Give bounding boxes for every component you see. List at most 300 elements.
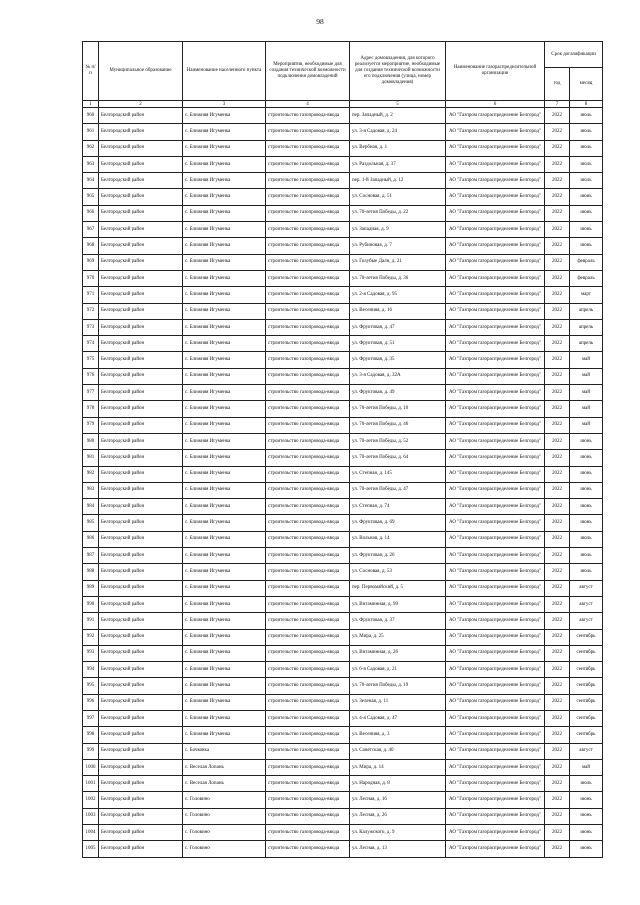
work-cell: строительство газопровода-ввода — [266, 710, 350, 726]
settlement-cell: с. Ближняя Игуменка — [183, 189, 266, 205]
year-cell: 2022 — [545, 254, 570, 270]
row-number: 994 — [83, 662, 99, 678]
month-cell: июль — [570, 531, 603, 547]
municipality-cell: Белгородский район — [99, 645, 183, 661]
work-cell: строительство газопровода-ввода — [266, 662, 350, 678]
settlement-cell: с. Ближняя Игуменка — [183, 124, 266, 140]
month-cell: май — [570, 417, 603, 433]
row-number: 996 — [83, 694, 99, 710]
organization-cell: АО "Газпром газораспределение Белгород" — [446, 173, 545, 189]
settlement-cell: с. Ближняя Игуменка — [183, 548, 266, 564]
month-cell: август — [570, 580, 603, 596]
organization-cell: АО "Газпром газораспределение Белгород" — [446, 222, 545, 238]
organization-cell: АО "Газпром газораспределение Белгород" — [446, 792, 545, 808]
table-row — [83, 156, 603, 172]
month-cell: июнь — [570, 515, 603, 531]
address-cell: ул. Фруктовая, д. 51 — [350, 336, 446, 352]
work-cell: строительство газопровода-ввода — [266, 841, 350, 857]
municipality-cell: Белгородский район — [99, 482, 183, 498]
work-cell: строительство газопровода-ввода — [266, 368, 350, 384]
organization-cell: АО "Газпром газораспределение Белгород" — [446, 433, 545, 449]
year-cell: 2022 — [545, 613, 570, 629]
month-cell: июль — [570, 108, 603, 124]
table-row — [83, 662, 603, 678]
work-cell: строительство газопровода-ввода — [266, 629, 350, 645]
year-cell: 2022 — [545, 156, 570, 172]
column-number: 7 — [545, 101, 570, 108]
column-number: 5 — [350, 101, 446, 108]
organization-cell: АО "Газпром газораспределение Белгород" — [446, 254, 545, 270]
address-cell: ул. 3-я Садовая, д. 32А — [350, 368, 446, 384]
settlement-cell: с. Ближняя Игуменка — [183, 515, 266, 531]
table-row — [83, 401, 603, 417]
municipality-cell: Белгородский район — [99, 368, 183, 384]
table-row — [83, 319, 603, 335]
organization-cell: АО "Газпром газораспределение Белгород" — [446, 401, 545, 417]
row-number: 982 — [83, 466, 99, 482]
year-cell: 2022 — [545, 222, 570, 238]
address-cell: ул. 70-летия Победы, д. 52 — [350, 433, 446, 449]
row-number: 964 — [83, 173, 99, 189]
row-number: 975 — [83, 352, 99, 368]
month-cell: май — [570, 385, 603, 401]
year-cell: 2022 — [545, 841, 570, 857]
municipality-cell: Белгородский район — [99, 694, 183, 710]
organization-cell: АО "Газпром газораспределение Белгород" — [446, 189, 545, 205]
month-cell: июль — [570, 140, 603, 156]
organization-cell: АО "Газпром газораспределение Белгород" — [446, 352, 545, 368]
address-cell: ул. Степная, д. 74 — [350, 499, 446, 515]
work-cell: строительство газопровода-ввода — [266, 336, 350, 352]
table-row — [83, 466, 603, 482]
work-cell: строительство газопровода-ввода — [266, 417, 350, 433]
organization-cell: АО "Газпром газораспределение Белгород" — [446, 385, 545, 401]
settlement-cell: с. Ближняя Игуменка — [183, 645, 266, 661]
row-number: 966 — [83, 205, 99, 221]
month-cell: февраль — [570, 254, 603, 270]
month-cell: май — [570, 759, 603, 775]
municipality-cell: Белгородский район — [99, 238, 183, 254]
organization-cell: АО "Газпром газораспределение Белгород" — [446, 531, 545, 547]
address-cell: ул. Мира, д. 25 — [350, 629, 446, 645]
work-cell: строительство газопровода-ввода — [266, 205, 350, 221]
settlement-cell: с. Ближняя Игуменка — [183, 450, 266, 466]
settlement-cell: с. Ближняя Игуменка — [183, 270, 266, 286]
address-cell: ул. Фруктовая, д. 26 — [350, 548, 446, 564]
settlement-cell: с. Ближняя Игуменка — [183, 156, 266, 172]
year-cell: 2022 — [545, 548, 570, 564]
year-cell: 2022 — [545, 108, 570, 124]
work-cell: строительство газопровода-ввода — [266, 450, 350, 466]
work-cell: строительство газопровода-ввода — [266, 482, 350, 498]
organization-cell: АО "Газпром газораспределение Белгород" — [446, 303, 545, 319]
work-cell: строительство газопровода-ввода — [266, 238, 350, 254]
table-row — [83, 564, 603, 580]
organization-cell: АО "Газпром газораспределение Белгород" — [446, 466, 545, 482]
table-row — [83, 303, 603, 319]
organization-cell: АО "Газпром газораспределение Белгород" — [446, 727, 545, 743]
table-row — [83, 694, 603, 710]
year-cell: 2022 — [545, 124, 570, 140]
settlement-cell: с. Ближняя Игуменка — [183, 140, 266, 156]
table-row — [83, 433, 603, 449]
month-cell: июнь — [570, 450, 603, 466]
year-cell: 2022 — [545, 433, 570, 449]
header-year: год — [545, 68, 570, 101]
header-organization: Наименование газораспределительной организации — [446, 42, 545, 101]
work-cell: строительство газопровода-ввода — [266, 548, 350, 564]
work-cell: строительство газопровода-ввода — [266, 156, 350, 172]
settlement-cell: с. Ближняя Игуменка — [183, 352, 266, 368]
settlement-cell: с. Ближняя Игуменка — [183, 287, 266, 303]
row-number: 1003 — [83, 808, 99, 824]
table-row — [83, 385, 603, 401]
table-row — [83, 189, 603, 205]
settlement-cell: с. Головино — [183, 792, 266, 808]
row-number: 963 — [83, 156, 99, 172]
table-row — [83, 515, 603, 531]
year-cell: 2022 — [545, 205, 570, 221]
address-cell: пер. Первомайский, д. 5 — [350, 580, 446, 596]
municipality-cell: Белгородский район — [99, 287, 183, 303]
table-row — [83, 727, 603, 743]
table-body — [83, 108, 603, 858]
settlement-cell: с. Ближняя Игуменка — [183, 205, 266, 221]
row-number: 962 — [83, 140, 99, 156]
gasification-table — [82, 41, 603, 858]
month-cell: июнь — [570, 189, 603, 205]
work-cell: строительство газопровода-ввода — [266, 385, 350, 401]
address-cell: ул. Советская, д. 40 — [350, 743, 446, 759]
settlement-cell: с. Ближняя Игуменка — [183, 417, 266, 433]
work-cell: строительство газопровода-ввода — [266, 531, 350, 547]
row-number: 970 — [83, 270, 99, 286]
settlement-cell: с. Ближняя Игуменка — [183, 466, 266, 482]
table-row — [83, 613, 603, 629]
municipality-cell: Белгородский район — [99, 352, 183, 368]
year-cell: 2022 — [545, 450, 570, 466]
row-number: 971 — [83, 287, 99, 303]
address-cell: ул. Фруктовая, д. 69 — [350, 515, 446, 531]
row-number: 1000 — [83, 759, 99, 775]
month-cell: сентябрь — [570, 662, 603, 678]
row-number: 979 — [83, 417, 99, 433]
municipality-cell: Белгородский район — [99, 776, 183, 792]
municipality-cell: Белгородский район — [99, 222, 183, 238]
year-cell: 2022 — [545, 482, 570, 498]
address-cell: ул. 3-я Садовая, д. 24 — [350, 124, 446, 140]
address-cell: пер. 1-й Западный, д. 12 — [350, 173, 446, 189]
row-number: 1004 — [83, 825, 99, 841]
settlement-cell: с. Ближняя Игуменка — [183, 254, 266, 270]
month-cell: июль — [570, 564, 603, 580]
row-number: 997 — [83, 710, 99, 726]
work-cell: строительство газопровода-ввода — [266, 694, 350, 710]
column-number: 4 — [266, 101, 350, 108]
table-row — [83, 596, 603, 612]
organization-cell: АО "Газпром газораспределение Белгород" — [446, 417, 545, 433]
settlement-cell: с. Ближняя Игуменка — [183, 401, 266, 417]
municipality-cell: Белгородский район — [99, 743, 183, 759]
settlement-cell: с. Ближняя Игуменка — [183, 580, 266, 596]
settlement-cell: с. Ближняя Игуменка — [183, 319, 266, 335]
municipality-cell: Белгородский район — [99, 450, 183, 466]
table-row — [83, 124, 603, 140]
year-cell: 2022 — [545, 629, 570, 645]
organization-cell: АО "Газпром газораспределение Белгород" — [446, 678, 545, 694]
address-cell: ул. Зеленая, д. 11 — [350, 694, 446, 710]
row-number: 988 — [83, 564, 99, 580]
month-cell: июль — [570, 156, 603, 172]
address-cell: ул. Весенняя, д. 16 — [350, 303, 446, 319]
table-row — [83, 678, 603, 694]
municipality-cell: Белгородский район — [99, 270, 183, 286]
year-cell: 2022 — [545, 466, 570, 482]
municipality-cell: Белгородский район — [99, 173, 183, 189]
work-cell: строительство газопровода-ввода — [266, 189, 350, 205]
organization-cell: АО "Газпром газораспределение Белгород" — [446, 140, 545, 156]
table-row — [83, 580, 603, 596]
organization-cell: АО "Газпром газораспределение Белгород" — [446, 841, 545, 857]
month-cell: июнь — [570, 205, 603, 221]
municipality-cell: Белгородский район — [99, 596, 183, 612]
settlement-cell: с. Ближняя Игуменка — [183, 727, 266, 743]
address-cell: ул. Фруктовая, д. 47 — [350, 319, 446, 335]
work-cell: строительство газопровода-ввода — [266, 222, 350, 238]
organization-cell: АО "Газпром газораспределение Белгород" — [446, 287, 545, 303]
table-row — [83, 645, 603, 661]
year-cell: 2022 — [545, 303, 570, 319]
year-cell: 2022 — [545, 759, 570, 775]
work-cell: строительство газопровода-ввода — [266, 776, 350, 792]
settlement-cell: с. Головино — [183, 808, 266, 824]
table-row — [83, 499, 603, 515]
work-cell: строительство газопровода-ввода — [266, 727, 350, 743]
work-cell: строительство газопровода-ввода — [266, 352, 350, 368]
work-cell: строительство газопровода-ввода — [266, 173, 350, 189]
municipality-cell: Белгородский район — [99, 401, 183, 417]
row-number: 977 — [83, 385, 99, 401]
work-cell: строительство газопровода-ввода — [266, 433, 350, 449]
table-row — [83, 222, 603, 238]
address-cell: ул. Сосновая, д. 51 — [350, 189, 446, 205]
organization-cell: АО "Газпром газораспределение Белгород" — [446, 808, 545, 824]
address-cell: ул. 4-я Садовая, д. 47 — [350, 710, 446, 726]
table-row — [83, 287, 603, 303]
table-row — [83, 548, 603, 564]
municipality-cell: Белгородский район — [99, 189, 183, 205]
organization-cell: АО "Газпром газораспределение Белгород" — [446, 564, 545, 580]
month-cell: сентябрь — [570, 694, 603, 710]
settlement-cell: с. Ближняя Игуменка — [183, 694, 266, 710]
organization-cell: АО "Газпром газораспределение Белгород" — [446, 108, 545, 124]
settlement-cell: с. Ближняя Игуменка — [183, 499, 266, 515]
row-number: 992 — [83, 629, 99, 645]
row-number: 1002 — [83, 792, 99, 808]
organization-cell: АО "Газпром газораспределение Белгород" — [446, 694, 545, 710]
municipality-cell: Белгородский район — [99, 580, 183, 596]
work-cell: строительство газопровода-ввода — [266, 270, 350, 286]
month-cell: июнь — [570, 825, 603, 841]
organization-cell: АО "Газпром газораспределение Белгород" — [446, 596, 545, 612]
year-cell: 2022 — [545, 352, 570, 368]
work-cell: строительство газопровода-ввода — [266, 645, 350, 661]
month-cell: июнь — [570, 238, 603, 254]
table-row — [83, 792, 603, 808]
settlement-cell: с. Ближняя Игуменка — [183, 108, 266, 124]
settlement-cell: с. Ближняя Игуменка — [183, 662, 266, 678]
address-cell: ул. Витаминная, д. 26 — [350, 645, 446, 661]
settlement-cell: с. Веселая Лопань — [183, 759, 266, 775]
municipality-cell: Белгородский район — [99, 678, 183, 694]
header-settlement: Наименование населенного пункта — [183, 42, 266, 101]
table-row — [83, 825, 603, 841]
organization-cell: АО "Газпром газораспределение Белгород" — [446, 482, 545, 498]
municipality-cell: Белгородский район — [99, 531, 183, 547]
table-row — [83, 173, 603, 189]
table-row — [83, 743, 603, 759]
work-cell: строительство газопровода-ввода — [266, 564, 350, 580]
month-cell: август — [570, 613, 603, 629]
column-number: 3 — [183, 101, 266, 108]
settlement-cell: с. Веселая Лопань — [183, 776, 266, 792]
year-cell: 2022 — [545, 368, 570, 384]
year-cell: 2022 — [545, 743, 570, 759]
month-cell: сентябрь — [570, 678, 603, 694]
table-row — [83, 254, 603, 270]
municipality-cell: Белгородский район — [99, 499, 183, 515]
row-number: 1005 — [83, 841, 99, 857]
address-cell: ул. 6-я Садовая, д. 21 — [350, 662, 446, 678]
organization-cell: АО "Газпром газораспределение Белгород" — [446, 336, 545, 352]
address-cell: ул. 70-летия Победы, д. 22 — [350, 205, 446, 221]
table-row — [83, 482, 603, 498]
settlement-cell: с. Ближняя Игуменка — [183, 433, 266, 449]
year-cell: 2022 — [545, 645, 570, 661]
organization-cell: АО "Газпром газораспределение Белгород" — [446, 319, 545, 335]
municipality-cell: Белгородский район — [99, 108, 183, 124]
row-number: 990 — [83, 596, 99, 612]
year-cell: 2022 — [545, 808, 570, 824]
address-cell: ул. 70-летия Победы, д. 19 — [350, 678, 446, 694]
month-cell: сентябрь — [570, 629, 603, 645]
table-row — [83, 808, 603, 824]
header-num: № п/п — [83, 42, 99, 101]
address-cell: ул. 2-я Садовая, д. 95 — [350, 287, 446, 303]
work-cell: строительство газопровода-ввода — [266, 499, 350, 515]
row-number: 974 — [83, 336, 99, 352]
year-cell: 2022 — [545, 776, 570, 792]
header-municipality: Муниципальное образование — [99, 42, 183, 101]
settlement-cell: с. Ближняя Игуменка — [183, 173, 266, 189]
month-cell: август — [570, 596, 603, 612]
row-number: 984 — [83, 499, 99, 515]
settlement-cell: с. Ближняя Игуменка — [183, 368, 266, 384]
address-cell: ул. 70-летия Победы, д. 36 — [350, 270, 446, 286]
work-cell: строительство газопровода-ввода — [266, 743, 350, 759]
year-cell: 2022 — [545, 385, 570, 401]
column-number: 6 — [446, 101, 545, 108]
municipality-cell: Белгородский район — [99, 303, 183, 319]
settlement-cell: с. Головино — [183, 841, 266, 857]
municipality-cell: Белгородский район — [99, 466, 183, 482]
work-cell: строительство газопровода-ввода — [266, 515, 350, 531]
row-number: 965 — [83, 189, 99, 205]
row-number: 972 — [83, 303, 99, 319]
address-cell: ул. Фруктовая, д. 37 — [350, 613, 446, 629]
row-number: 993 — [83, 645, 99, 661]
month-cell: июнь — [570, 499, 603, 515]
table-row — [83, 352, 603, 368]
row-number: 987 — [83, 548, 99, 564]
settlement-cell: с. Головино — [183, 825, 266, 841]
settlement-cell: с. Ближняя Игуменка — [183, 710, 266, 726]
header-deadline: Срок догазификации — [545, 42, 603, 68]
settlement-cell: с. Ближняя Игуменка — [183, 336, 266, 352]
work-cell: строительство газопровода-ввода — [266, 401, 350, 417]
municipality-cell: Белгородский район — [99, 205, 183, 221]
month-cell: август — [570, 743, 603, 759]
settlement-cell: с. Ближняя Игуменка — [183, 678, 266, 694]
table-row — [83, 205, 603, 221]
month-cell: май — [570, 368, 603, 384]
table-row — [83, 140, 603, 156]
header-month: месяц — [570, 68, 603, 101]
municipality-cell: Белгородский район — [99, 336, 183, 352]
municipality-cell: Белгородский район — [99, 156, 183, 172]
organization-cell: АО "Газпром газораспределение Белгород" — [446, 580, 545, 596]
municipality-cell: Белгородский район — [99, 254, 183, 270]
year-cell: 2022 — [545, 189, 570, 205]
row-number: 981 — [83, 450, 99, 466]
row-number: 961 — [83, 124, 99, 140]
month-cell: май — [570, 352, 603, 368]
address-cell: ул. Степная, д. 145 — [350, 466, 446, 482]
row-number: 983 — [83, 482, 99, 498]
year-cell: 2022 — [545, 678, 570, 694]
month-cell: июнь — [570, 433, 603, 449]
year-cell: 2022 — [545, 515, 570, 531]
header-work: Мероприятия, необходимые для создания технической возможности подключения домовладений — [266, 42, 350, 101]
address-cell: ул. 70-летия Победы, д. 46 — [350, 417, 446, 433]
table-row — [83, 759, 603, 775]
municipality-cell: Белгородский район — [99, 825, 183, 841]
row-number: 967 — [83, 222, 99, 238]
month-cell: июнь — [570, 222, 603, 238]
organization-cell: АО "Газпром газораспределение Белгород" — [446, 205, 545, 221]
work-cell: строительство газопровода-ввода — [266, 254, 350, 270]
municipality-cell: Белгородский район — [99, 662, 183, 678]
organization-cell: АО "Газпром газораспределение Белгород" — [446, 645, 545, 661]
table-row — [83, 776, 603, 792]
month-cell: июль — [570, 776, 603, 792]
work-cell: строительство газопровода-ввода — [266, 287, 350, 303]
year-cell: 2022 — [545, 564, 570, 580]
organization-cell: АО "Газпром газораспределение Белгород" — [446, 662, 545, 678]
work-cell: строительство газопровода-ввода — [266, 124, 350, 140]
year-cell: 2022 — [545, 287, 570, 303]
month-cell: июнь — [570, 841, 603, 857]
settlement-cell: с. Ближняя Игуменка — [183, 222, 266, 238]
row-number: 999 — [83, 743, 99, 759]
row-number: 989 — [83, 580, 99, 596]
address-cell: ул. Лесная, д. 26 — [350, 808, 446, 824]
address-cell: ул. Народная, д. 8 — [350, 776, 446, 792]
settlement-cell: с. Ближняя Игуменка — [183, 531, 266, 547]
address-cell: ул. Голубые Дали, д. 21 — [350, 254, 446, 270]
month-cell: апрель — [570, 303, 603, 319]
row-number: 986 — [83, 531, 99, 547]
